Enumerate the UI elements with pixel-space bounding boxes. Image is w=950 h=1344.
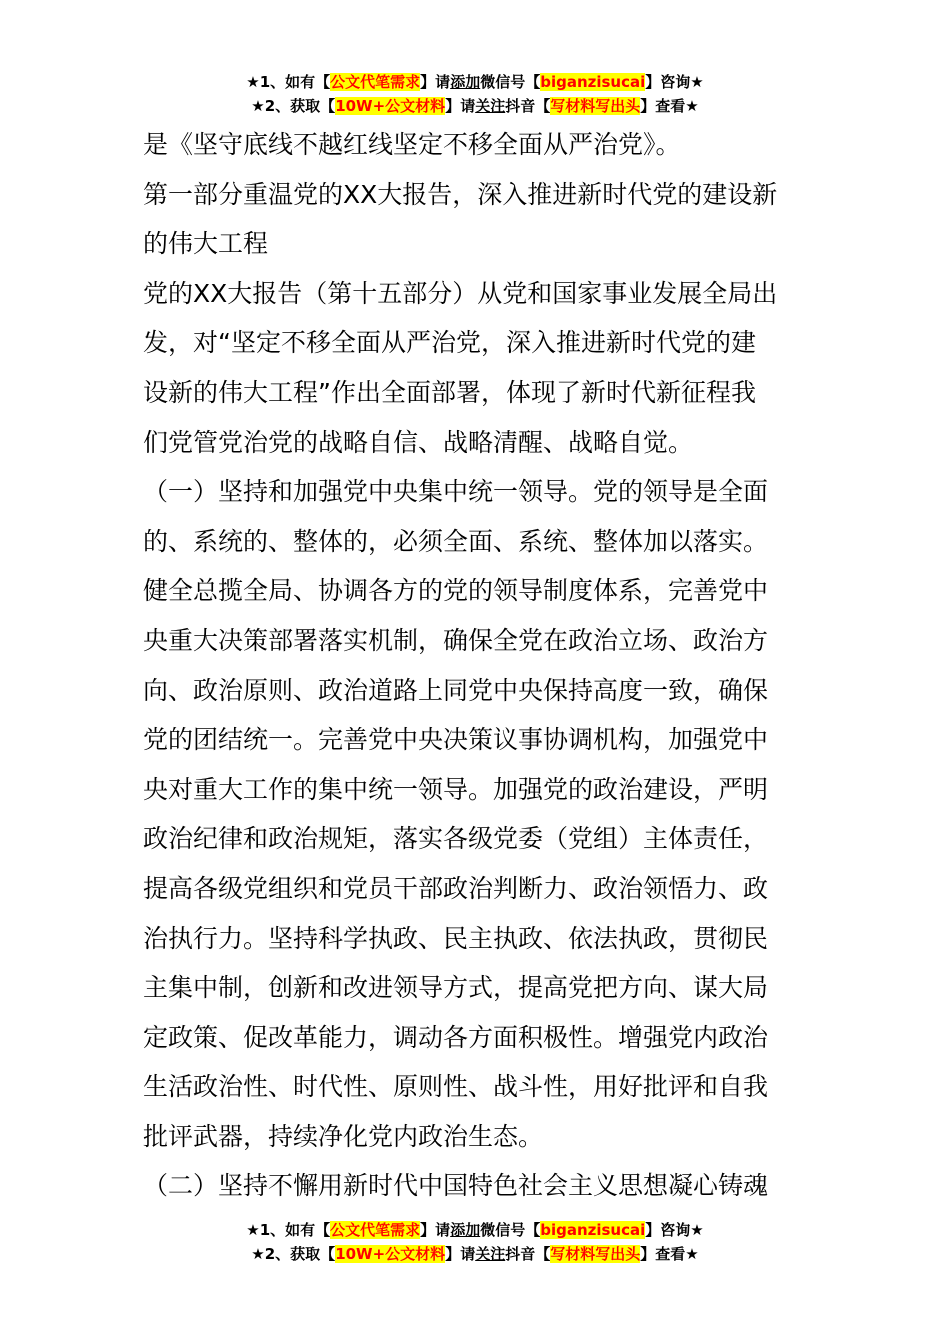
- document-body: [143, 120, 811, 1211]
- banner-highlight: 公文代笔需求: [330, 73, 421, 91]
- banner-highlight: 公文代笔需求: [330, 1221, 421, 1239]
- body-line: 设新的伟大工程”作出全面部署，体现了新时代新征程我: [143, 377, 756, 407]
- body-line: 健全总揽全局、协调各方的党的领导制度体系，完善党中: [143, 576, 769, 606]
- body-line: （一）坚持和加强党中央集中统一领导。党的领导是全面: [143, 477, 769, 507]
- banner-highlight: biganzisucai: [540, 73, 646, 91]
- banner-text: 微信号【: [480, 73, 541, 91]
- banner-line-1: [0, 70, 950, 94]
- body-line: 提高各级党组织和党员干部政治判断力、政治领悟力、政: [143, 873, 769, 903]
- body-line: 生活政治性、时代性、原则性、战斗性，用好批评和自我: [143, 1072, 769, 1102]
- banner-highlight: biganzisucai: [540, 1221, 646, 1239]
- banner-text: 抖音【: [505, 1245, 551, 1263]
- body-line: 们党管党治党的战略自信、战略清醒、战略自觉。: [143, 427, 694, 457]
- banner-highlight: 10W+公文材料: [335, 97, 446, 115]
- banner-highlight: 写材料写出头: [550, 1245, 641, 1263]
- body-line: 央对重大工作的集中统一领导。加强党的政治建设，严明: [143, 774, 769, 804]
- banner-highlight: 写材料写出头: [550, 97, 641, 115]
- banner-text: 抖音【: [505, 97, 551, 115]
- banner-text: 】请: [445, 1245, 476, 1263]
- banner-text: ★2、获取【: [251, 1245, 336, 1263]
- body-line: 发，对“坚定不移全面从严治党，深入推进新时代党的建: [143, 328, 756, 358]
- body-line: 政治纪律和政治规矩，落实各级党委（党组）主体责任，: [143, 824, 769, 854]
- banner-text: 】咨询★: [645, 1221, 704, 1239]
- banner-text: 】咨询★: [645, 73, 704, 91]
- banner-text: 】查看★: [640, 97, 699, 115]
- banner-underline: 关注: [475, 1245, 506, 1263]
- body-line: 治执行力。坚持科学执政、民主执政、依法执政，贯彻民: [143, 923, 769, 953]
- banner-underline: 添加: [450, 73, 481, 91]
- footer-banner: [0, 1218, 950, 1266]
- banner-line-2: [0, 94, 950, 118]
- body-line: 批评武器，持续净化党内政治生态。: [143, 1121, 544, 1151]
- banner-text: 】请: [445, 97, 476, 115]
- banner-text: ★1、如有【: [246, 73, 331, 91]
- banner-text: 微信号【: [480, 1221, 541, 1239]
- banner-text: 】请: [420, 1221, 451, 1239]
- body-line: 定政策、促改革能力，调动各方面积极性。增强党内政治: [143, 1022, 769, 1052]
- header-banner: [0, 70, 950, 118]
- banner-highlight: 10W+公文材料: [335, 1245, 446, 1263]
- banner-underline: 关注: [475, 97, 506, 115]
- body-line: 的伟大工程: [143, 229, 269, 259]
- body-line: 是《坚守底线不越红线坚定不移全面从严治党》。: [143, 130, 681, 159]
- body-line: 主集中制，创新和改进领导方式，提高党把方向、谋大局: [143, 973, 769, 1003]
- body-line: （二）坚持不懈用新时代中国特色社会主义思想凝心铸魂: [143, 1171, 769, 1201]
- banner-text: ★1、如有【: [246, 1221, 331, 1239]
- body-line: 向、政治原则、政治道路上同党中央保持高度一致，确保: [143, 675, 769, 705]
- banner-line-2: [0, 1242, 950, 1266]
- banner-text: 】查看★: [640, 1245, 699, 1263]
- banner-underline: 添加: [450, 1221, 481, 1239]
- body-line: 央重大决策部署落实机制，确保全党在政治立场、政治方: [143, 625, 769, 655]
- banner-text: 】请: [420, 73, 451, 91]
- body-line: 第一部分重温党的XX大报告，深入推进新时代党的建设新: [143, 179, 778, 209]
- body-line: 党的XX大报告（第十五部分）从党和国家事业发展全局出: [143, 278, 778, 308]
- body-line: 的、系统的、整体的，必须全面、系统、整体加以落实。: [143, 526, 769, 556]
- banner-text: ★2、获取【: [251, 97, 336, 115]
- body-line: 党的团结统一。完善党中央决策议事协调机构，加强党中: [143, 725, 769, 755]
- banner-line-1: [0, 1218, 950, 1242]
